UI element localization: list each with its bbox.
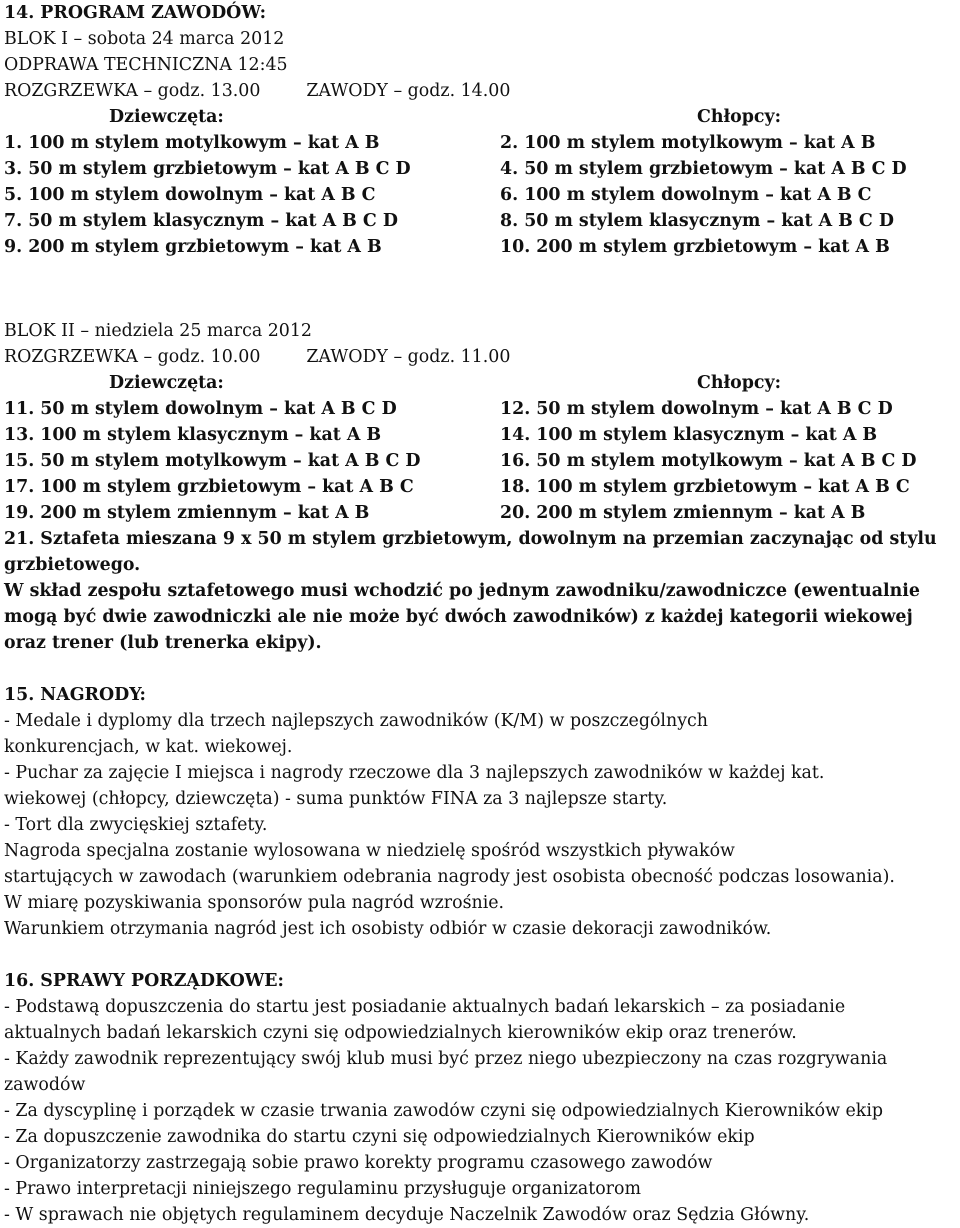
relay-event: 21. Sztafeta mieszana 9 x 50 m stylem grzbietowym, dowolnym na przemian zaczynając od stylu grzbietowego.: [4, 529, 937, 575]
block2-boys-header: Chłopcy:: [697, 373, 782, 393]
section-16-heading: 16. SPRAWY PORZĄDKOWE:: [4, 971, 284, 991]
block1-schedule: [4, 78, 960, 104]
rules-line: - Podstawą dopuszczenia do startu jest posiadanie aktualnych badań lekarskich – za posiadanie: [4, 997, 846, 1017]
event-row: 2. 100 m stylem motylkowym – kat A B: [500, 133, 876, 153]
awards-line: - Puchar za zajęcie I miejsca i nagrody rzeczowe dla 3 najlepszych zawodników w każdej kat.: [4, 763, 825, 783]
event-row: 20. 200 m stylem zmiennym – kat A B: [500, 503, 866, 523]
block1-briefing: ODPRAWA TECHNICZNA 12:45: [4, 55, 288, 75]
block2-events-table: [4, 370, 960, 526]
event-row: 19. 200 m stylem zmiennym – kat A B: [4, 503, 370, 523]
event-row: 1. 100 m stylem motylkowym – kat A B: [4, 133, 380, 153]
rules-line: zawodów: [4, 1075, 86, 1095]
block1-warmup: ROZGRZEWKA – godz. 13.00: [4, 81, 261, 101]
rules-line: - Prawo interpretacji niniejszego regulaminu przysługuje organizatorom: [4, 1179, 641, 1199]
event-row: 4. 50 m stylem grzbietowym – kat A B C D: [500, 159, 907, 179]
block1-events-table: [4, 104, 960, 260]
event-row: 8. 50 m stylem klasycznym – kat A B C D: [500, 211, 894, 231]
block1-girls-header: Dziewczęta:: [109, 107, 224, 127]
event-row: 12. 50 m stylem dowolnym – kat A B C D: [500, 399, 893, 419]
awards-line: wiekowej (chłopcy, dziewczęta) - suma punktów FINA za 3 najlepsze starty.: [4, 789, 668, 809]
block2-girls-header: Dziewczęta:: [109, 373, 224, 393]
awards-line: - Medale i dyplomy dla trzech najlepszych zawodników (K/M) w poszczególnych: [4, 711, 708, 731]
event-row: 13. 100 m stylem klasycznym – kat A B: [4, 425, 382, 445]
event-row: 6. 100 m stylem dowolnym – kat A B C: [500, 185, 872, 205]
event-row: 9. 200 m stylem grzbietowym – kat A B: [4, 237, 382, 257]
spacer: [4, 260, 960, 318]
event-row: 7. 50 m stylem klasycznym – kat A B C D: [4, 211, 398, 231]
block1-title: BLOK I – sobota 24 marca 2012: [4, 29, 285, 49]
block2-title: BLOK II – niedziela 25 marca 2012: [4, 321, 312, 341]
relay-rule: W skład zespołu sztafetowego musi wchodzić po jednym zawodniku/zawodniczce (ewentualnie mogą być dwie zawodniczki ale nie może być dwóch zawodników) z każdej kategorii wiekowej oraz trener (lub trenerka ekipy).: [4, 581, 920, 653]
event-row: 5. 100 m stylem dowolnym – kat A B C: [4, 185, 376, 205]
awards-line: - Tort dla zwycięskiej sztafety.: [4, 815, 268, 835]
event-row: 16. 50 m stylem motylkowym – kat A B C D: [500, 451, 917, 471]
block1-competition: ZAWODY – godz. 14.00: [306, 81, 511, 101]
block2-competition: ZAWODY – godz. 11.00: [306, 347, 511, 367]
spacer: [4, 942, 960, 968]
section-14-heading: 14. PROGRAM ZAWODÓW:: [4, 3, 267, 23]
block2-warmup: ROZGRZEWKA – godz. 10.00: [4, 347, 261, 367]
rules-line: - Za dopuszczenie zawodnika do startu czyni się odpowiedzialnych Kierowników ekip: [4, 1127, 755, 1147]
event-row: 17. 100 m stylem grzbietowym – kat A B C: [4, 477, 414, 497]
awards-line: W miarę pozyskiwania sponsorów pula nagród wzrośnie.: [4, 893, 505, 913]
section-15-heading: 15. NAGRODY:: [4, 685, 146, 705]
rules-line: - Każdy zawodnik reprezentujący swój klub musi być przez niego ubezpieczony na czas rozgrywania: [4, 1049, 888, 1069]
event-row: 3. 50 m stylem grzbietowym – kat A B C D: [4, 159, 411, 179]
awards-line: Warunkiem otrzymania nagród jest ich osobisty odbiór w czasie dekoracji zawodników.: [4, 919, 772, 939]
block2-schedule: [4, 344, 960, 370]
awards-line: konkurencjach, w kat. wiekowej.: [4, 737, 293, 757]
rules-line: - Organizatorzy zastrzegają sobie prawo korekty programu czasowego zawodów: [4, 1153, 713, 1173]
event-row: 18. 100 m stylem grzbietowym – kat A B C: [500, 477, 910, 497]
rules-line: - Za dyscyplinę i porządek w czasie trwania zawodów czyni się odpowiedzialnych Kierowników ekip: [4, 1101, 884, 1121]
rules-line: aktualnych badań lekarskich czyni się odpowiedzialnych kierowników ekip oraz trenerów.: [4, 1023, 797, 1043]
event-row: 15. 50 m stylem motylkowym – kat A B C D: [4, 451, 421, 471]
block1-boys-header: Chłopcy:: [697, 107, 782, 127]
rules-line: - W sprawach nie objętych regulaminem decyduje Naczelnik Zawodów oraz Sędzia Główny.: [4, 1205, 810, 1225]
spacer: [4, 656, 960, 682]
event-row: 10. 200 m stylem grzbietowym – kat A B: [500, 237, 890, 257]
event-row: 11. 50 m stylem dowolnym – kat A B C D: [4, 399, 397, 419]
awards-line: startujących w zawodach (warunkiem odebrania nagrody jest osobista obecność podczas losowania).: [4, 867, 895, 887]
awards-line: Nagroda specjalna zostanie wylosowana w niedzielę spośród wszystkich pływaków: [4, 841, 735, 861]
event-row: 14. 100 m stylem klasycznym – kat A B: [500, 425, 878, 445]
